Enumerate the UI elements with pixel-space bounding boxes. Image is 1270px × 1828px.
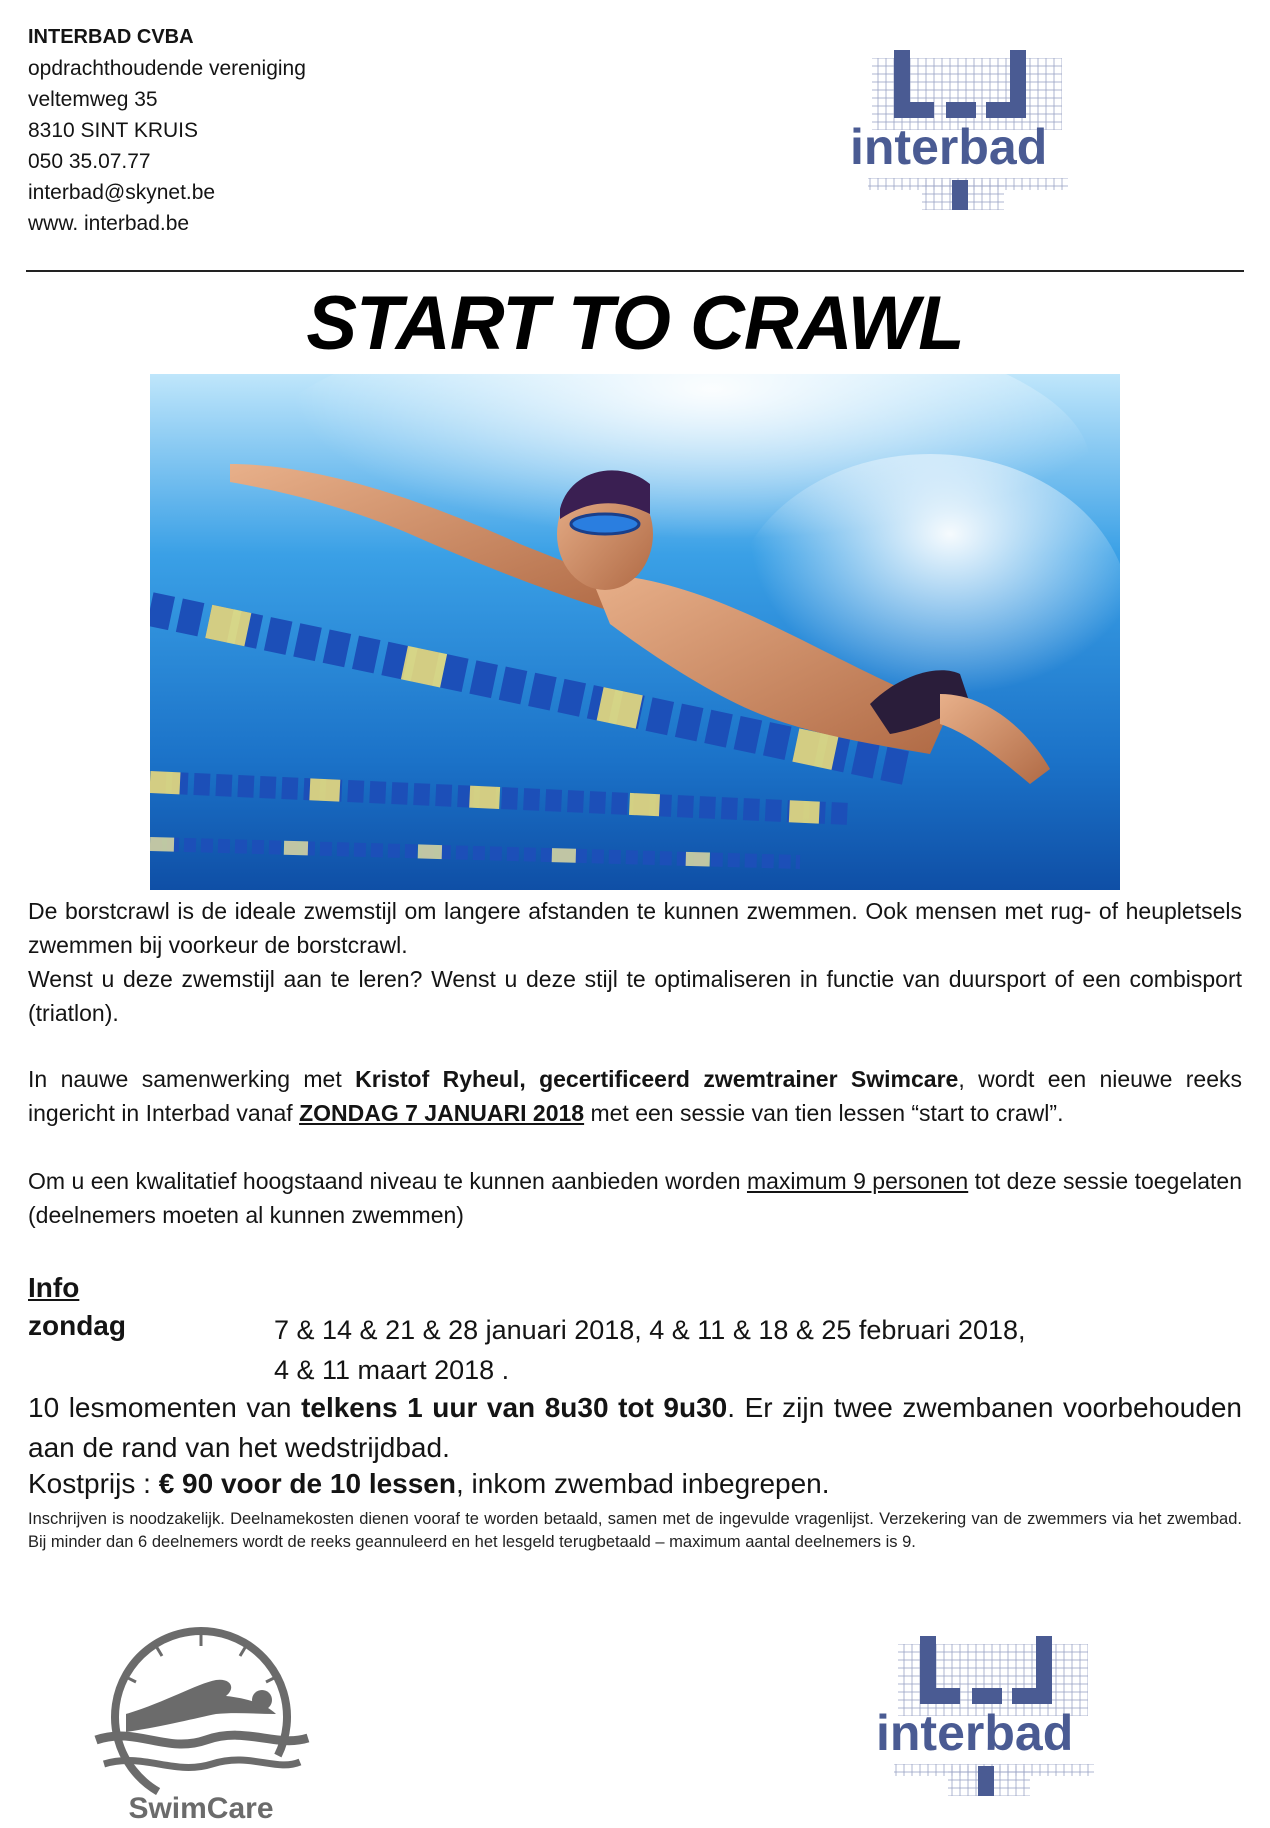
- address-block: [28, 22, 306, 239]
- intro-paragraph-2: Wenst u deze zwemstijl aan te leren? Wenst u deze stijl te optimaliseren in functie van duursport of een combisport (triatlon).: [28, 966, 1242, 1026]
- divider: [26, 270, 1244, 272]
- collaboration-paragraph: [28, 1062, 1242, 1130]
- day-label: zondag: [28, 1310, 126, 1341]
- page-title: START TO CRAWL: [306, 281, 964, 366]
- swimmer-photo: [150, 374, 1120, 890]
- swimcare-label: SwimCare: [128, 1792, 274, 1822]
- max-persons: maximum 9 personen: [746, 1168, 969, 1194]
- cost-line: [28, 1468, 830, 1500]
- collab-mid: , wordt een nieuwe reeks ingericht in Interbad vanaf: [28, 1066, 1243, 1126]
- cost-pre: Kostprijs :: [28, 1468, 159, 1499]
- quality-paragraph: [28, 1164, 1242, 1232]
- quality-post: tot deze sessie toegelaten (deelnemers moeten al kunnen zwemmen): [28, 1168, 1242, 1228]
- collab-post: met een sessie van tien lessen “start to crawl”.: [584, 1100, 1064, 1126]
- lessons-post: . Er zijn twee zwembanen voorbehouden aan de rand van het wedstrijdbad.: [28, 1392, 1242, 1463]
- dates: [274, 1310, 1026, 1390]
- swimcare-logo: [86, 1622, 316, 1827]
- street: veltemweg 35: [28, 88, 158, 111]
- collab-pre: In nauwe samenwerking met: [28, 1066, 356, 1092]
- quality-pre: Om u een kwalitatief hoogstaand niveau te kunnen aanbieden worden: [28, 1168, 747, 1194]
- intro-paragraph-1: De borstcrawl is de ideale zwemstijl om langere afstanden te kunnen zwemmen. Ook mensen met rug- of heupletsels zwemmen bij voorkeur de borstcrawl.: [28, 898, 1242, 958]
- lessons-pre: 10 lesmomenten van: [28, 1392, 302, 1423]
- interbad-logo-top: [846, 50, 1076, 218]
- fine-print: Inschrijven is noodzakelijk. Deelnamekosten dienen vooraf te worden betaald, samen met de ingevulde vragenlijst. Verzekering van de zwemmers via het zwembad. Bij minder dan 6 deelnemers wordt de reeks geannuleerd en het lesgeld terugbetaald – maximum aantal deelnemers is 9.: [28, 1510, 1242, 1551]
- cost-post: , inkom zwembad inbegrepen.: [455, 1468, 830, 1499]
- dates-line-1: 7 & 14 & 21 & 28 januari 2018, 4 & 11 & 18 & 25 februari 2018,: [274, 1315, 1026, 1345]
- interbad-logo-text: interbad: [850, 119, 1048, 175]
- cost-value: € 90 voor de 10 lessen: [158, 1468, 456, 1499]
- phone: 050 35.07.77: [28, 150, 151, 173]
- start-date: ZONDAG 7 JANUARI 2018: [299, 1100, 585, 1126]
- interbad-logo-bottom-text: interbad: [876, 1705, 1074, 1761]
- intro-text: [28, 894, 1242, 1030]
- website: www. interbad.be: [28, 212, 190, 235]
- lessons-paragraph: [28, 1388, 1242, 1468]
- org-name: INTERBAD CVBA: [28, 26, 194, 48]
- interbad-logo-bottom: [872, 1636, 1102, 1804]
- city: 8310 SINT KRUIS: [28, 119, 199, 142]
- org-type: opdrachthoudende vereniging: [28, 57, 306, 80]
- lessons-time: telkens 1 uur van 8u30 tot 9u30: [301, 1392, 728, 1423]
- trainer-name: Kristof Ryheul, gecertificeerd zwemtrainer Swimcare: [355, 1066, 959, 1092]
- info-heading: Info: [28, 1272, 80, 1303]
- email: interbad@skynet.be: [28, 181, 216, 204]
- dates-line-2: 4 & 11 maart 2018 .: [274, 1355, 510, 1385]
